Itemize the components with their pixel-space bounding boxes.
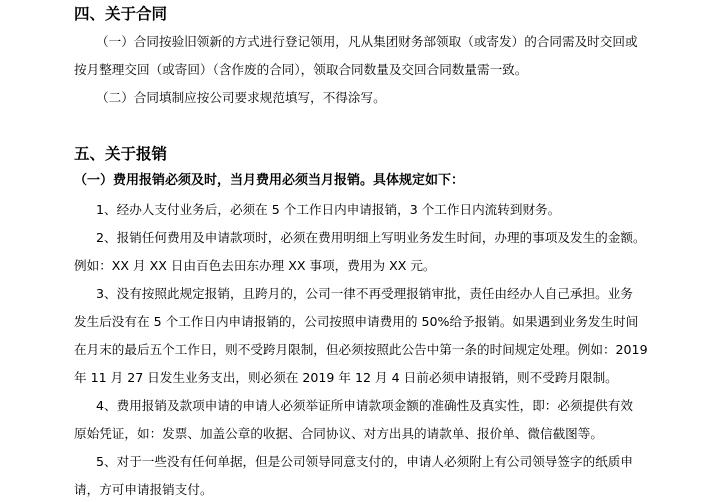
item-3-line-2: 发生后没有在 5 个工作日内申请报销的，公司按照申请费用的 50%给予报销。如果遇到业务发生时间 [74, 314, 639, 329]
section-5-subheading: （一）费用报销必须及时，当月费用必须当月报销。具体规定如下： [74, 173, 465, 188]
section-5-heading: 五、关于报销 [74, 145, 168, 163]
item-3-line-1: 3、没有按照此规定报销，且跨月的，公司一律不再受理报销审批，责任由经办人自己承担。业务 [96, 286, 633, 301]
item-1-line-1: 1、经办人支付业务后，必须在 5 个工作日内申请报销，3 个工作日内流转到财务。 [96, 202, 561, 217]
item-5-line-1: 5、对于一些没有任何单据，但是公司领导同意支付的，申请人必须附上有公司领导签字的纸质申 [96, 454, 633, 469]
item-5-line-2: 请，方可申请报销支付。 [74, 482, 213, 497]
item-4-line-1: 4、费用报销及款项申请的申请人必须举证所申请款项金额的准确性及真实性，即：必须提供有效 [96, 398, 633, 413]
item-4-line-2: 原始凭证，如：发票、加盖公章的收据、合同协议、对方出具的请款单、报价单、微信截图等。 [74, 426, 603, 441]
section-4-para-2: （二）合同填制应按公司要求规范填写，不得涂写。 [96, 90, 386, 105]
item-2-line-1: 2、报销任何费用及申请款项时，必须在费用明细上写明业务发生时间，办理的事项及发生的金额。 [96, 230, 646, 245]
section-4-para-1-line-1: （一）合同按验旧领新的方式进行登记领用，凡从集团财务部领取（或寄发）的合同需及时交回或 [96, 34, 638, 49]
section-4-para-1-line-2: 按月整理交回（或寄回）（含作废的合同），领取合同数量及交回合同数量需一致。 [74, 62, 528, 77]
section-4-heading: 四、关于合同 [74, 5, 168, 23]
item-3-line-3: 在月末的最后五个工作日，则不受跨月限制，但必须按照此公告中第一条的时间规定处理。例如：2019 [74, 342, 648, 357]
item-2-line-2: 例如：XX 月 XX 日由百色去田东办理 XX 事项，费用为 XX 元。 [74, 258, 436, 273]
item-3-line-4: 年 11 月 27 日发生业务支出，则必须在 2019 年 12 月 4 日前必须申请报销，则不受跨月限制。 [74, 370, 618, 385]
